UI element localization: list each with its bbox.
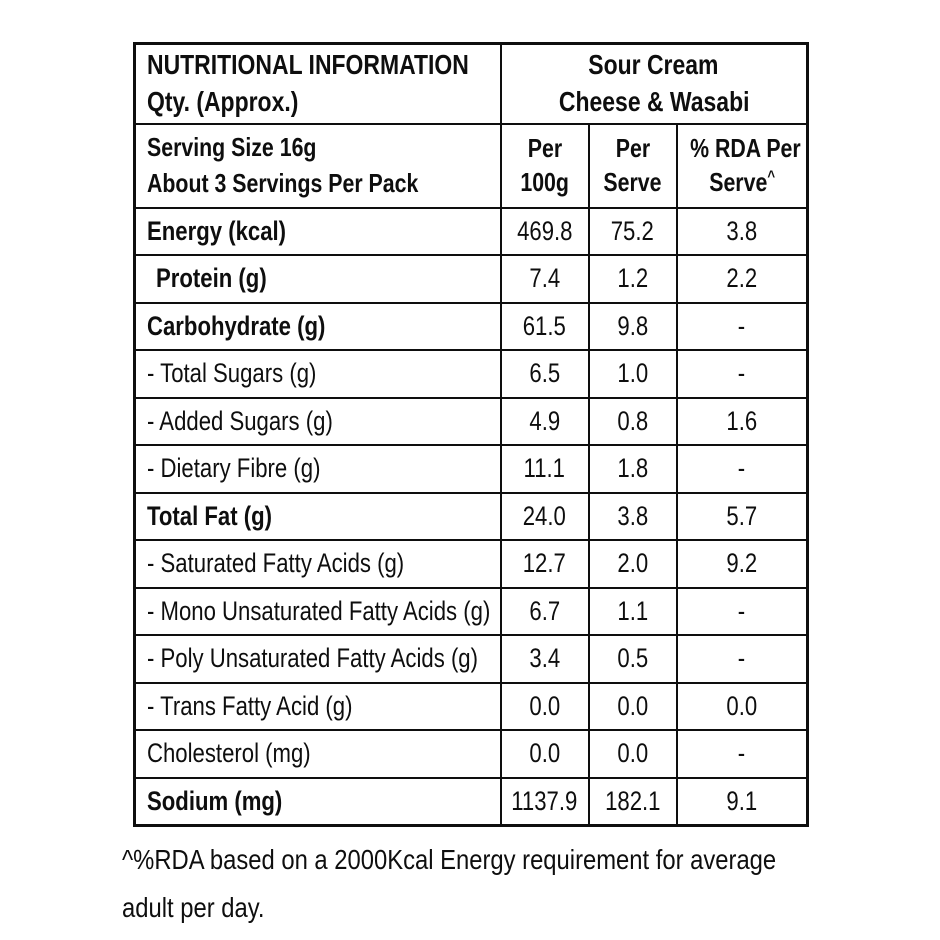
per-serve-value: 2.0: [589, 540, 677, 588]
nutrient-label: - Dietary Fibre (g): [135, 445, 501, 493]
table-row: [135, 493, 808, 541]
rda-footnote-marker: ^: [766, 166, 775, 185]
per-100g-value: 1137.9: [501, 778, 589, 826]
per-100g-value: 61.5: [501, 303, 589, 351]
rda-per-serve-value: -: [677, 730, 808, 778]
per-100g-value: 12.7: [501, 540, 589, 588]
rda-footnote: ^%RDA based on a 2000Kcal Energy requirement for average adult per day.: [122, 844, 777, 923]
per-serve-value: 0.0: [589, 730, 677, 778]
table-title: [135, 44, 501, 124]
table-row: [135, 540, 808, 588]
column-header-per-100g: Per 100g: [501, 124, 589, 208]
table-row: [135, 445, 808, 493]
rda-per-serve-value: 1.6: [677, 398, 808, 446]
per-serve-value: 75.2: [589, 208, 677, 256]
table-row: [135, 778, 808, 826]
table-row: [135, 730, 808, 778]
per-serve-value: 1.8: [589, 445, 677, 493]
per-serve-value: 182.1: [589, 778, 677, 826]
nutrient-label: - Total Sugars (g): [135, 350, 501, 398]
per-serve-value: 1.2: [589, 255, 677, 303]
rda-per-serve-value: -: [677, 635, 808, 683]
nutrient-label: Protein (g): [135, 255, 501, 303]
table-row: [135, 208, 808, 256]
per-serve-value: 3.8: [589, 493, 677, 541]
per-100g-value: 0.0: [501, 683, 589, 731]
nutrient-label: Sodium (mg): [135, 778, 501, 826]
table-title-line1: NUTRITIONAL INFORMATION: [147, 48, 469, 80]
servings-per-pack: About 3 Servings Per Pack: [147, 167, 419, 198]
table-row: [135, 588, 808, 636]
rda-per-serve-value: 0.0: [677, 683, 808, 731]
rda-per-serve-value: 5.7: [677, 493, 808, 541]
per-100g-value: 7.4: [501, 255, 589, 303]
per-100g-value: 6.7: [501, 588, 589, 636]
per-100g-value: 469.8: [501, 208, 589, 256]
per-100g-value: 0.0: [501, 730, 589, 778]
per-100g-value: 11.1: [501, 445, 589, 493]
nutrient-label: Energy (kcal): [135, 208, 501, 256]
rda-per-serve-value: -: [677, 303, 808, 351]
serving-info: [135, 124, 501, 208]
per-100g-value: 3.4: [501, 635, 589, 683]
nutrient-label: - Poly Unsaturated Fatty Acids (g): [135, 635, 501, 683]
rda-per-serve-value: -: [677, 588, 808, 636]
rda-per-serve-value: 9.2: [677, 540, 808, 588]
table-row: [135, 635, 808, 683]
serving-size: Serving Size 16g: [147, 132, 317, 163]
nutrient-label: - Added Sugars (g): [135, 398, 501, 446]
nutrient-label: - Saturated Fatty Acids (g): [135, 540, 501, 588]
nutrient-label: Carbohydrate (g): [135, 303, 501, 351]
per-100g-value: 6.5: [501, 350, 589, 398]
table-row: [135, 350, 808, 398]
rda-per-serve-value: 3.8: [677, 208, 808, 256]
nutrient-label: - Mono Unsaturated Fatty Acids (g): [135, 588, 501, 636]
product-name-line1: Sour Cream: [588, 48, 719, 80]
nutrient-label: Cholesterol (mg): [135, 730, 501, 778]
nutrition-table: [133, 42, 809, 827]
per-100g-value: 24.0: [501, 493, 589, 541]
per-serve-value: 0.5: [589, 635, 677, 683]
column-header-rda-per-serve: % RDA Per Serve^: [677, 124, 808, 208]
table-row: [135, 683, 808, 731]
per-serve-value: 0.8: [589, 398, 677, 446]
per-serve-value: 9.8: [589, 303, 677, 351]
column-header-row: [135, 124, 808, 208]
rda-per-serve-value: -: [677, 445, 808, 493]
table-row: [135, 255, 808, 303]
rda-per-serve-value: 2.2: [677, 255, 808, 303]
nutrient-label: Total Fat (g): [135, 493, 501, 541]
table-title-row: [135, 44, 808, 124]
per-serve-value: 1.1: [589, 588, 677, 636]
per-100g-value: 4.9: [501, 398, 589, 446]
table-title-line2: Qty. (Approx.): [147, 85, 299, 117]
rda-per-serve-value: 9.1: [677, 778, 808, 826]
per-serve-value: 1.0: [589, 350, 677, 398]
table-row: [135, 398, 808, 446]
product-name-line2: Cheese & Wasabi: [558, 85, 750, 117]
per-serve-value: 0.0: [589, 683, 677, 731]
table-row: [135, 303, 808, 351]
nutrient-label: - Trans Fatty Acid (g): [135, 683, 501, 731]
rda-per-serve-value: -: [677, 350, 808, 398]
column-header-per-serve: Per Serve: [589, 124, 677, 208]
product-name: [501, 44, 808, 124]
nutrition-rows: [135, 208, 808, 826]
